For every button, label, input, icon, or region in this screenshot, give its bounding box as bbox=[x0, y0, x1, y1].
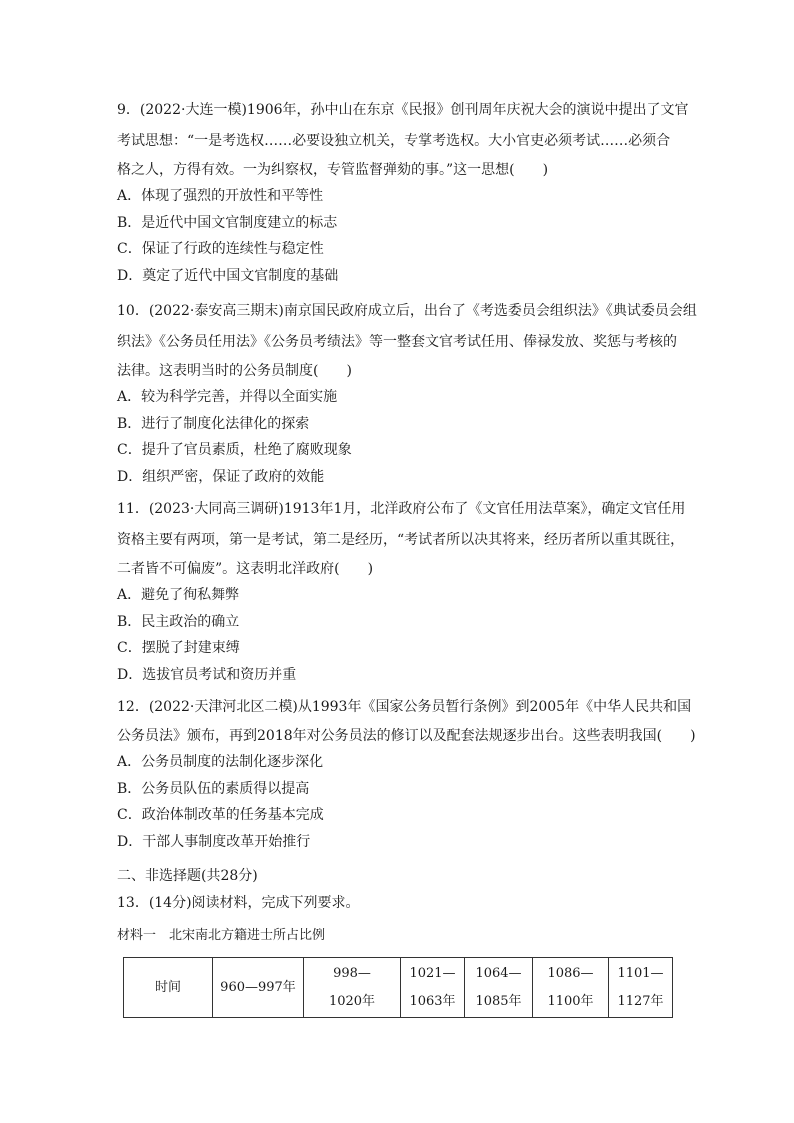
cell-top-text: 1101— bbox=[617, 965, 664, 981]
option-b: B．公务员队伍的素质得以提高 bbox=[117, 780, 310, 797]
option-b: B．进行了制度化法律化的探索 bbox=[117, 415, 310, 432]
question-stem-line: 11．(2023·大同高三调研)1913年1月，北洋政府公布了《文官任用法草案》，确定文官任用 bbox=[117, 501, 686, 517]
question-stem-line: 格之人，方得有效。一为纠察权，专管监督弹劾的事。”这一思想( ) bbox=[117, 162, 549, 178]
cell-bottom-text: 1063年 bbox=[409, 993, 456, 1009]
option-a: A．公务员制度的法制化逐步深化 bbox=[117, 754, 324, 770]
question-stem-line: 资格主要有两项，第一是考试，第二是经历，“考试者所以决其将来，经历者所以重其既往， bbox=[117, 532, 685, 548]
table-header-cell bbox=[609, 958, 673, 1018]
cell-top-text: 1021— bbox=[409, 965, 456, 981]
option-d: D．选拔官员考试和资历并重 bbox=[117, 666, 297, 683]
question-stem-line: 公务员法》颁布，再到2018年对公务员法的修订以及配套法规逐步出台。这些表明我国( ) bbox=[117, 728, 696, 744]
question-10 bbox=[117, 296, 697, 490]
cell-bottom-text: 1100年 bbox=[547, 993, 594, 1009]
option-a: A．避免了徇私舞弊 bbox=[117, 587, 240, 603]
table-header-cell bbox=[533, 958, 609, 1018]
cell-top-text: 1086— bbox=[547, 965, 594, 981]
table-header-cell bbox=[304, 958, 401, 1018]
jinshi-ratio-table bbox=[123, 957, 673, 1018]
question-11 bbox=[117, 494, 686, 688]
material-title: 材料一 北宋南北方籍进士所占比例 bbox=[117, 928, 326, 943]
question-stem-line: 织法》《公务员任用法》《公务员考绩法》等一整套文官考试任用、俸禄发放、奖惩与考核的 bbox=[117, 334, 677, 350]
table-header-cell bbox=[465, 958, 533, 1018]
cell-bottom-text: 1127年 bbox=[617, 993, 664, 1009]
question-12 bbox=[117, 692, 696, 855]
option-d: D．干部人事制度改革开始推行 bbox=[117, 833, 311, 850]
table-header-cell bbox=[401, 958, 465, 1018]
cell-top-text: 1064— bbox=[475, 965, 522, 981]
question-stem-line: 二者皆不可偏废”。这表明北洋政府( ) bbox=[117, 561, 374, 577]
question-stem-line: 9．(2022·大连一模)1906年，孙中山在东京《民报》创刊周年庆祝大会的演说中提出了文官 bbox=[117, 102, 689, 118]
option-d: D．组织严密，保证了政府的效能 bbox=[117, 468, 325, 485]
question-13-intro: 13．(14分)阅读材料，完成下列要求。 bbox=[117, 895, 360, 911]
option-c: C．提升了官员素质，杜绝了腐败现象 bbox=[117, 442, 352, 458]
option-b: B．是近代中国文官制度建立的标志 bbox=[117, 214, 338, 231]
option-c: C．政治体制改革的任务基本完成 bbox=[117, 807, 324, 823]
cell-bottom-text: 1020年 bbox=[328, 993, 376, 1009]
question-stem-line: 10．(2022·泰安高三期末)南京国民政府成立后，出台了《考选委员会组织法》《典试委员会组 bbox=[117, 303, 697, 319]
question-stem-line: 法律。这表明当时的公务员制度( ) bbox=[117, 363, 352, 379]
cell-top-text: 998— bbox=[333, 965, 371, 981]
question-9 bbox=[117, 95, 689, 289]
option-c: C．摆脱了封建束缚 bbox=[117, 640, 240, 656]
option-a: A．较为科学完善，并得以全面实施 bbox=[117, 389, 338, 405]
cell-bottom-text: 1085年 bbox=[475, 993, 522, 1009]
option-b: B．民主政治的确立 bbox=[117, 613, 240, 630]
option-d: D．奠定了近代中国文官制度的基础 bbox=[117, 267, 339, 284]
table-row bbox=[124, 958, 673, 1018]
question-stem-line: 12．(2022·天津河北区二模)从1993年《国家公务员暂行条例》到2005年《中华人民共和国 bbox=[117, 699, 692, 715]
question-stem-line: 考试思想：“一是考选权……必要设独立机关，专掌考选权。大小官吏必须考试……必须合 bbox=[117, 133, 671, 149]
table-header-cell: 960—997年 bbox=[213, 958, 304, 1018]
table-header-cell: 时间 bbox=[124, 958, 213, 1018]
section-title: 二、非选择题(共28分) bbox=[117, 868, 258, 884]
option-c: C．保证了行政的连续性与稳定性 bbox=[117, 241, 324, 257]
option-a: A．体现了强烈的开放性和平等性 bbox=[117, 188, 324, 204]
